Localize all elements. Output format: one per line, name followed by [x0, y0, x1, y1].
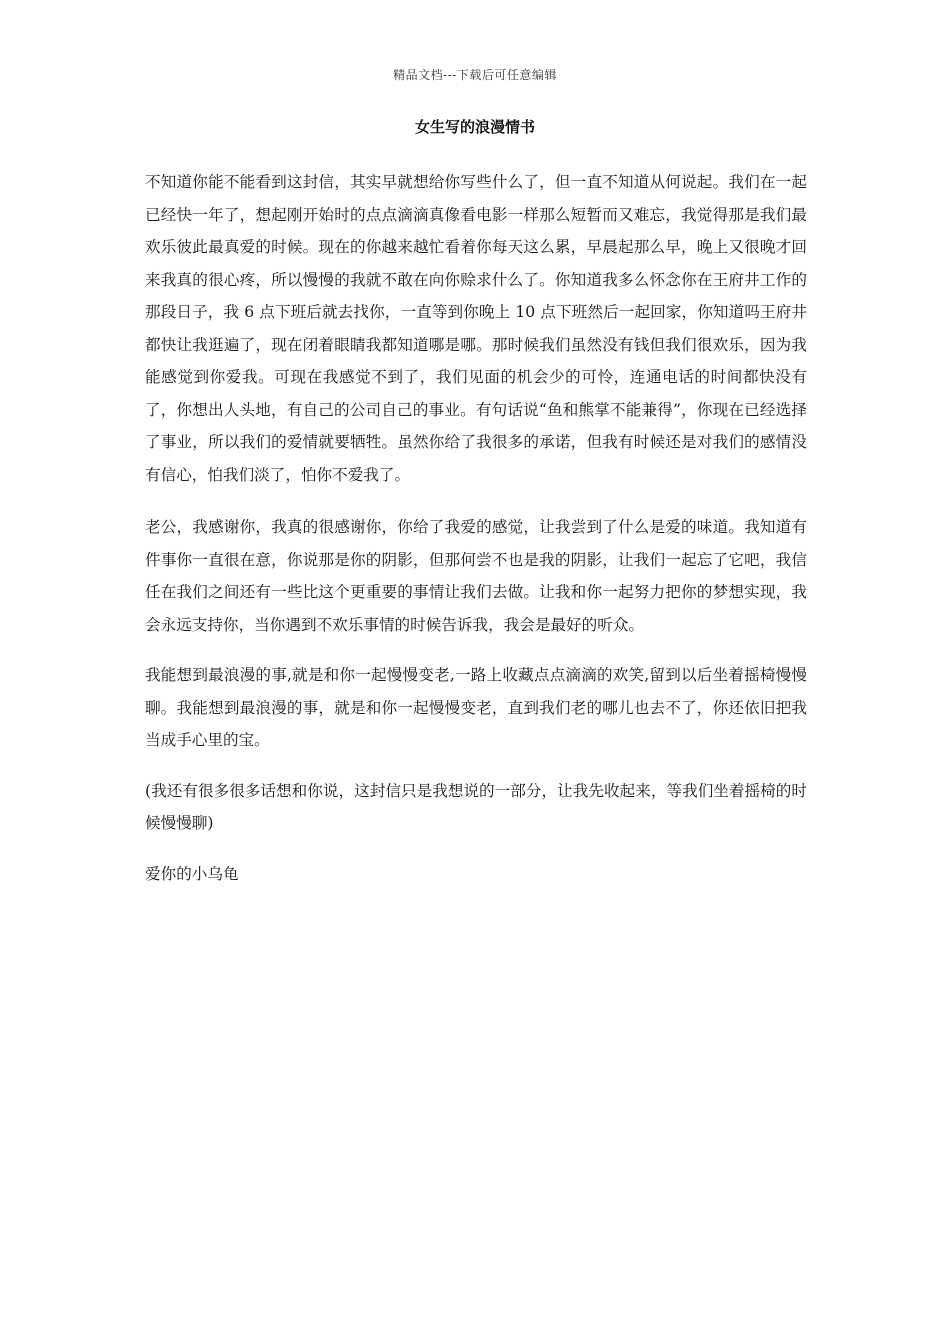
signature: 爱你的小乌龟 [145, 864, 239, 883]
paragraph-3: 我能想到最浪漫的事,就是和你一起慢慢变老,一路上收藏点点滴滴的欢笑,留到以后坐着摇椅慢慢聊。我能想到最浪漫的事，就是和你一起慢慢变老，直到我们老的哪儿也去不了，你还依旧把我当成手心里的宝。 [145, 666, 807, 749]
letter-body [145, 166, 807, 908]
paragraph-1: 不知道你能不能看到这封信，其实早就想给你写些什么了，但一直不知道从何说起。我们在一起已经快一年了，想起刚开始时的点点滴滴真像看电影一样那么短暂而又难忘，我觉得那是我们最欢乐彼此最真爱的时候。现在的你越来越忙看着你每天这么累，早晨起那么早，晚上又很晚才回来我真的很心疼，所以慢慢的我就不敢在向你赊求什么了。你知道我多么怀念你在王府井工作的那段日子，我 6 点下班后就去找你，一直等到你晚上 10 点下班然后一起回家，你知道吗王府井都快让我逛遍了，现在闭着眼睛我都知道哪是哪。那时候我们虽然没有钱但我们很欢乐，因为我能感觉到你爱我。可现在我感觉不到了，我们见面的机会少的可怜，连通电话的时间都快没有了，你想出人头地，有自己的公司自己的事业。有句话说“鱼和熊掌不能兼得”，你现在已经选择了事业，所以我们的爱情就要牺牲。虽然你给了我很多的承诺，但我有时候还是对我们的感情没有信心，怕我们淡了，怕你不爱我了。 [145, 173, 807, 484]
header-note: 精品文档---下载后可任意编辑 [393, 68, 557, 82]
paragraph-4: (我还有很多很多话想和你说，这封信只是我想说的一部分，让我先收起来，等我们坐着摇椅的时候慢慢聊) [145, 781, 807, 832]
paragraph-2: 老公，我感谢你，我真的很感谢你，你给了我爱的感觉，让我尝到了什么是爱的味道。我知道有件事你一直很在意，你说那是你的阴影，但那何尝不也是我的阴影，让我们一起忘了它吧，我信任在我们之间还有一些比这个更重要的事情让我们去做。让我和你一起努力把你的梦想实现，我会永远支持你，当你遇到不欢乐事情的时候告诉我，我会是最好的听众。 [145, 518, 807, 634]
page-title: 女生写的浪漫情书 [414, 118, 535, 136]
